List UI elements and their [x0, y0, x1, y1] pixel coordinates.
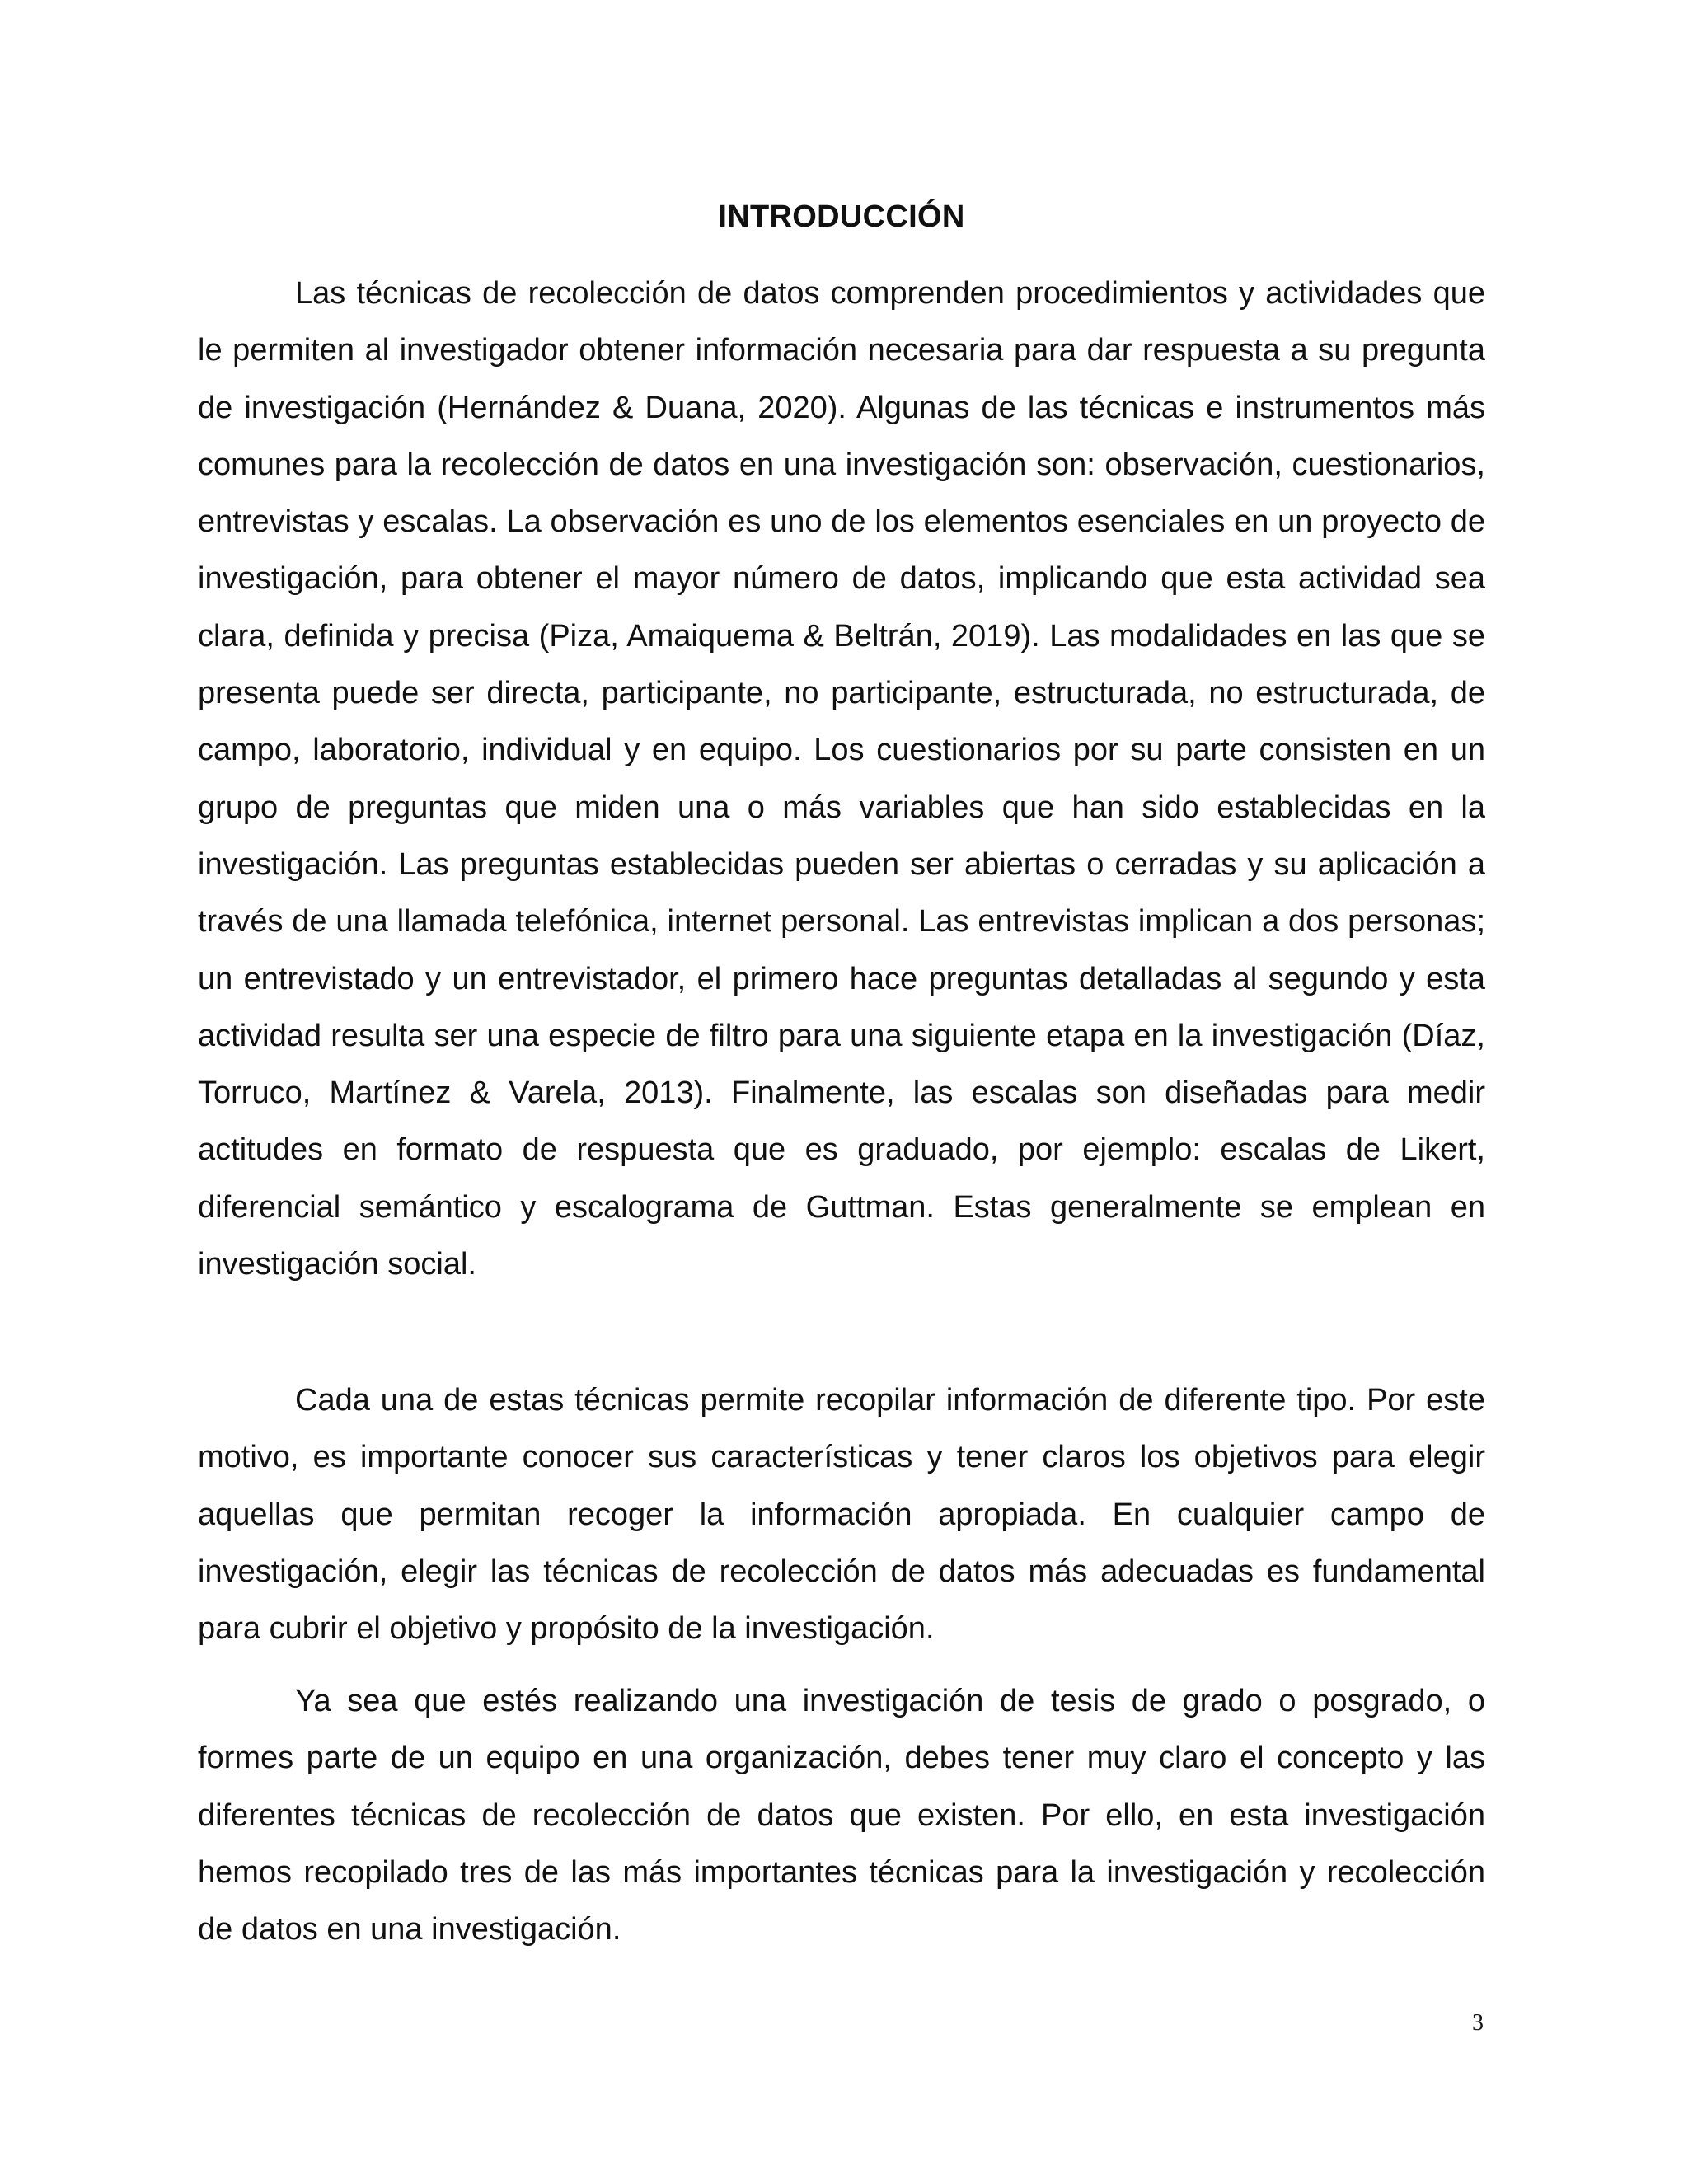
paragraph-3: Ya sea que estés realizando una investigación de tesis de grado o posgrado, o formes parte de un equipo en una organización, debes tener muy claro el concepto y las diferentes técnicas de recolección de datos que existen. Por ello, en esta investigación hemos recopilado tres de las más importantes técnicas para la investigación y recolección de datos en una investigación.	[198, 1684, 1485, 1947]
page-title: INTRODUCCIÓN	[718, 199, 965, 234]
page-number: 3	[1472, 2010, 1484, 2036]
paragraph-1: Las técnicas de recolección de datos comprenden procedimientos y actividades que le permiten al investigador obtener información necesaria para dar respuesta a su pregunta de investigación (Hernández & Duana, 2020). Algunas de las técnicas e instrumentos más comunes para la recolección de datos en una investigación son: observación, cuestionarios, entrevistas y escalas. La observación es uno de los elementos esenciales en un proyecto de investigación, para obtener el mayor número de datos, implicando que esta actividad sea clara, definida y precisa (Piza, Amaiquema & Beltrán, 2019). Las modalidades en las que se presenta puede ser directa, participante, no participante, estructurada, no estructurada, de campo, laboratorio, individual y en equipo. Los cuestionarios por su parte consisten en un grupo de preguntas que miden una o más variables que han sido establecidas en la investigación. Las preguntas establecidas pueden ser abiertas o cerradas y su aplicación a través de una llamada telefónica, internet personal. Las entrevistas implican a dos personas; un entrevistado y un entrevistador, el primero hace preguntas detalladas al segundo y esta actividad resulta ser una especie de filtro para una siguiente etapa en la investigación (Díaz, Torruco, Martínez & Varela, 2013). Finalmente, las escalas son diseñadas para medir actitudes en formato de respuesta que es graduado, por ejemplo: escalas de Likert, diferencial semántico y escalograma de Guttman. Estas generalmente se emplean en investigación social.	[198, 276, 1485, 1282]
paragraph-2: Cada una de estas técnicas permite recopilar información de diferente tipo. Por este motivo, es importante conocer sus características y tener claros los objetivos para elegir aquellas que permitan recoger la información apropiada. En cualquier campo de investigación, elegir las técnicas de recolección de datos más adecuadas es fundamental para cubrir el objetivo y propósito de la investigación.	[198, 1383, 1485, 1647]
